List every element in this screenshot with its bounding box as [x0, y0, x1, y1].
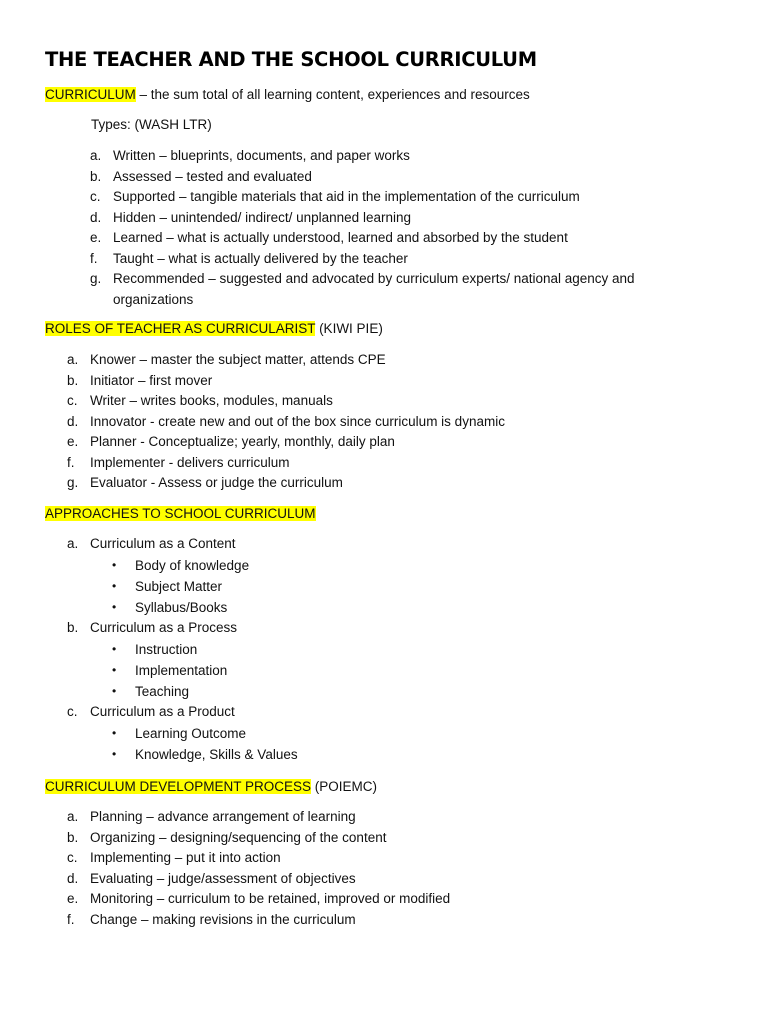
bullet-item [90, 639, 298, 660]
bullet-item [90, 660, 298, 681]
list-item [67, 391, 505, 412]
bullet-item [90, 597, 298, 618]
list-marker: e. [90, 230, 102, 245]
list-marker: b. [67, 829, 79, 845]
bullet-icon: • [112, 557, 117, 572]
bullet-item [90, 681, 298, 702]
list-marker: d. [67, 870, 79, 886]
development-heading-suffix: (POIEMC) [311, 779, 378, 794]
bullet-item [90, 576, 298, 597]
list-item-text: Knower – master the subject matter, attends CPE [90, 352, 386, 367]
list-item [67, 702, 298, 765]
list-item-text: Implementer - delivers curriculum [90, 454, 290, 470]
list-item-text: Evaluating – judge/assessment of objectives [90, 870, 356, 886]
bullet-text: Knowledge, Skills & Values [135, 746, 298, 762]
list-marker: c. [90, 189, 101, 204]
list-item [90, 187, 635, 208]
list-item-text: Initiator – first mover [90, 372, 213, 388]
list-item [67, 828, 450, 849]
approaches-heading [45, 504, 316, 524]
list-item-text: Writer – writes books, modules, manuals [90, 393, 333, 408]
definition-term: CURRICULUM [45, 87, 136, 102]
bullet-icon: • [112, 746, 117, 761]
list-item [67, 432, 505, 453]
list-item-continuation [113, 290, 635, 311]
list-item-text: Evaluator - Assess or judge the curriculum [90, 475, 343, 490]
list-marker: a. [67, 809, 79, 824]
list-marker: f. [67, 911, 75, 927]
list-marker: d. [90, 209, 102, 225]
list-marker: c. [67, 393, 78, 408]
roles-heading-suffix: (KIWI PIE) [315, 321, 383, 336]
bullet-item [90, 555, 298, 576]
page-title: THE TEACHER AND THE SCHOOL CURRICULUM [45, 48, 537, 71]
bullet-icon: • [112, 641, 117, 656]
list-item-text: Curriculum as a Process [90, 620, 238, 636]
development-heading [45, 777, 377, 797]
list-item [90, 208, 635, 229]
list-marker: a. [67, 536, 79, 551]
list-item [67, 869, 450, 890]
list-item [67, 889, 451, 910]
bullet-icon: • [112, 578, 117, 593]
roles-list [67, 350, 505, 494]
list-item-text: Taught – what is actually delivered by the teacher [113, 250, 408, 266]
bullet-text: Learning Outcome [135, 725, 247, 741]
list-item [67, 910, 450, 931]
list-item [90, 167, 635, 188]
list-item [90, 228, 635, 249]
list-item-text: Recommended – suggested and advocated by curriculum experts/ national agency and [113, 271, 635, 286]
list-marker: c. [67, 850, 78, 865]
list-item [67, 412, 505, 433]
list-item-text: Curriculum as a Content [90, 536, 236, 551]
list-marker: e. [67, 891, 79, 906]
list-item-text: Planner - Conceptualize; yearly, monthly, daily plan [90, 434, 395, 449]
list-item-text: Monitoring – curriculum to be retained, improved or modified [90, 891, 451, 906]
list-item [67, 453, 505, 474]
bullet-text: Syllabus/Books [135, 599, 228, 615]
list-marker: g. [90, 271, 102, 286]
list-item-text: Innovator - create new and out of the box since curriculum is dynamic [90, 413, 505, 429]
list-item-text: Change – making revisions in the curriculum [90, 911, 356, 927]
list-marker: b. [67, 620, 79, 636]
types-label: Types: (WASH LTR) [91, 117, 212, 132]
list-item-text: Planning – advance arrangement of learning [90, 809, 356, 824]
bullet-list [90, 639, 298, 703]
roles-heading [45, 319, 383, 339]
list-item [67, 371, 505, 392]
list-item-text: Implementing – put it into action [90, 850, 281, 865]
list-item-text: Curriculum as a Product [90, 704, 235, 720]
list-marker: d. [67, 413, 79, 429]
list-item-text: Supported – tangible materials that aid in the implementation of the curriculum [113, 189, 580, 204]
bullet-list [90, 723, 298, 765]
list-item [67, 534, 298, 618]
definition-text: – the sum total of all learning content, experiences and resources [135, 87, 530, 102]
bullet-icon: • [112, 684, 117, 699]
list-marker: a. [67, 352, 79, 367]
list-item [67, 473, 505, 494]
bullet-item [90, 723, 298, 744]
bullet-icon: • [112, 662, 117, 677]
development-list [67, 807, 451, 930]
bullet-text: Teaching [135, 684, 190, 700]
bullet-text: Body of knowledge [135, 557, 250, 573]
list-item [90, 249, 635, 270]
list-item [90, 146, 635, 167]
approaches-list [67, 534, 298, 765]
list-marker: f. [67, 454, 75, 470]
curriculum-definition [45, 85, 530, 105]
list-item [67, 848, 450, 869]
list-item [90, 269, 635, 290]
list-item [67, 618, 298, 702]
bullet-text: Instruction [135, 641, 198, 657]
list-item [67, 807, 450, 828]
list-item [67, 350, 505, 371]
list-marker: b. [90, 168, 102, 184]
bullet-icon: • [112, 599, 117, 614]
bullet-text: Subject Matter [135, 578, 223, 594]
list-item-text: organizations [113, 291, 194, 307]
types-list [90, 146, 635, 310]
list-item-text: Organizing – designing/sequencing of the content [90, 829, 387, 845]
list-marker: a. [90, 148, 102, 163]
approaches-heading-text: APPROACHES TO SCHOOL CURRICULUM [45, 506, 316, 521]
list-marker: f. [90, 250, 98, 266]
list-item-text: Written – blueprints, documents, and paper works [113, 148, 410, 163]
list-marker: e. [67, 434, 79, 449]
roles-heading-text: ROLES OF TEACHER AS CURRICULARIST [45, 321, 316, 336]
development-heading-text: CURRICULUM DEVELOPMENT PROCESS [45, 779, 312, 794]
list-marker: b. [67, 372, 79, 388]
list-item-text: Assessed – tested and evaluated [113, 168, 312, 184]
bullet-item [90, 744, 298, 765]
list-marker: g. [67, 475, 79, 490]
list-item-text: Learned – what is actually understood, learned and absorbed by the student [113, 230, 568, 245]
bullet-icon: • [112, 725, 117, 740]
list-item-text: Hidden – unintended/ indirect/ unplanned learning [113, 209, 411, 225]
bullet-list [90, 555, 298, 619]
list-marker: c. [67, 704, 78, 720]
bullet-text: Implementation [135, 662, 228, 678]
